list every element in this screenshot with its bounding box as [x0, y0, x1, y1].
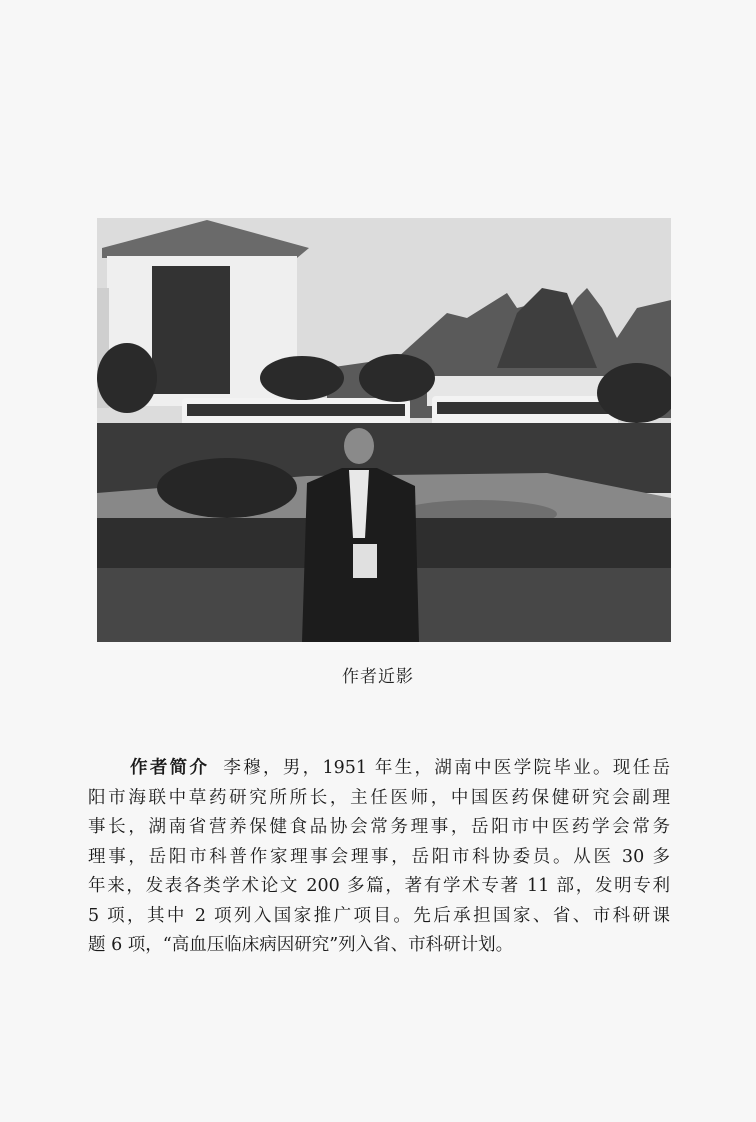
bio-line: 理事，岳阳市科普作家理事会理事，岳阳市科协委员。从医 30 多	[88, 846, 670, 867]
bio-heading: 作者简介	[130, 758, 210, 778]
author-bio	[88, 754, 670, 961]
bio-line: 事长，湖南省营养保健食品协会常务理事，岳阳市中医药学会常务	[88, 817, 670, 837]
bio-line: 年来，发表各类学术论文 200 多篇，著有学术专著 11 部，发明专利	[88, 876, 670, 896]
bio-line: 5 项，其中 2 项列入国家推广项目。先后承担国家、省、市科研课	[88, 905, 670, 926]
bio-line: 阳市海联中草药研究所所长，主任医师，中国医药保健研究会副理	[88, 787, 670, 808]
bio-text: 李穆，男，1951 年生，湖南中医学院毕业。现任岳	[223, 758, 671, 778]
bio-line: 题 6 项，“高血压临床病因研究”列入省、市科研计划。	[88, 935, 514, 955]
author-photo	[97, 218, 671, 642]
photo-caption: 作者近影	[342, 667, 414, 687]
bio-line	[88, 754, 670, 784]
